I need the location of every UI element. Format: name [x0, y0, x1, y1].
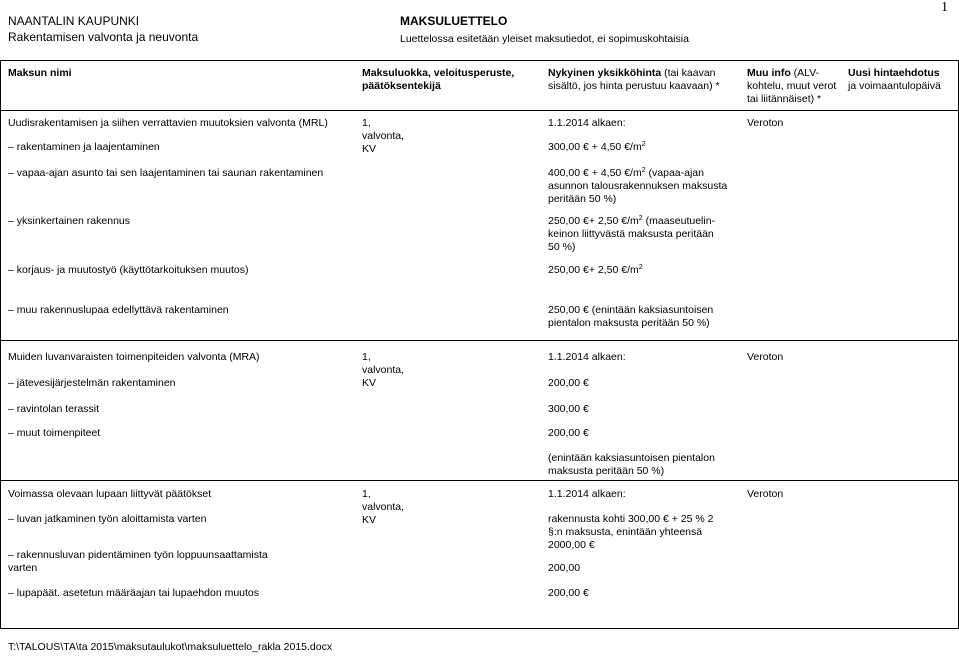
- table-top-border: [0, 60, 959, 61]
- org-name: NAANTALIN KAUPUNKI: [8, 14, 140, 28]
- price-note: (enintään kaksiasuntoisen pientalon maksusta peritään 50 %): [548, 452, 715, 477]
- section-title: Muiden luvanvaraisten toimenpiteiden valvonta (MRA): [8, 351, 260, 363]
- table-left-border: [0, 60, 1, 629]
- item-price: 200,00 €: [548, 587, 589, 599]
- row-divider-1: [0, 340, 959, 341]
- col-header-price: Nykyinen yksikköhinta (tai kaavan sisältö, jos hinta perustuu kaavaan) *: [548, 67, 720, 92]
- col-header-info: Muu info (ALV- kohtelu, muut verot tai liitännäiset) *: [747, 67, 837, 105]
- list-item: – vapaa-ajan asunto tai sen laajentaminen tai saunan rakentaminen: [8, 167, 324, 179]
- org-department: Rakentamisen valvonta ja neuvonta: [8, 30, 199, 44]
- vat-info: Veroton: [747, 117, 784, 129]
- effective-date: 1.1.2014 alkaen:: [548, 117, 626, 129]
- item-price: 250,00 € (enintään kaksiasuntoisen pientalon maksusta peritään 50 %): [548, 304, 714, 329]
- item-price: rakennusta kohti 300,00 € + 25 % 2 §:n maksusta, enintään yhteensä 2000,00 €: [548, 513, 714, 551]
- row-divider-2: [0, 480, 959, 481]
- table-bottom-border: [0, 628, 959, 629]
- vat-info: Veroton: [747, 488, 784, 500]
- list-item: – ravintolan terassit: [8, 403, 100, 415]
- item-price: 200,00 €: [548, 377, 589, 389]
- fee-class: 1, valvonta, KV: [362, 117, 405, 155]
- header-bottom-border: [0, 110, 959, 111]
- section-title: Uudisrakentamisen ja siihen verrattavien muutoksien valvonta (MRL): [8, 117, 328, 129]
- page-number: 1: [941, 0, 948, 15]
- list-item: – rakennusluvan pidentäminen työn loppuunsaattamista varten: [8, 549, 268, 574]
- fee-class: 1, valvonta, KV: [362, 351, 405, 389]
- list-item: – luvan jatkaminen työn aloittamista varten: [8, 513, 207, 525]
- item-price: 200,00 €: [548, 427, 589, 439]
- col-header-name: Maksun nimi: [8, 67, 72, 79]
- list-item: – muu rakennuslupaa edellyttävä rakentaminen: [8, 304, 229, 316]
- file-path-footer: T:\TALOUS\TA\ta 2015\maksutaulukot\maksuluettelo_rakla 2015.docx: [8, 641, 333, 653]
- item-price: 250,00 €+ 2,50 $€/m^2$ (maaseutuelin- keinon liittyvästä maksusta peritään 50 %): [548, 215, 716, 253]
- section-title: Voimassa olevaan lupaan liittyvät päätökset: [8, 488, 212, 500]
- item-price: 200,00: [548, 562, 581, 574]
- col-header-class: Maksuluokka, veloitusperuste, päätöksentekijä: [362, 67, 515, 92]
- list-item: – rakentaminen ja laajentaminen: [8, 141, 160, 153]
- effective-date: 1.1.2014 alkaen:: [548, 351, 626, 363]
- list-item: – lupapäät. asetetun määräajan tai lupaehdon muutos: [8, 587, 260, 599]
- document-title: MAKSULUETTELO: [400, 14, 508, 28]
- list-item: – yksinkertainen rakennus: [8, 215, 130, 227]
- document-subtitle: Luettelossa esitetään yleiset maksutiedot, ei sopimuskohtaisia: [400, 33, 689, 45]
- item-price: 300,00 €: [548, 403, 589, 415]
- list-item: – muut toimenpiteet: [8, 427, 101, 439]
- effective-date: 1.1.2014 alkaen:: [548, 488, 626, 500]
- item-price: 300,00 € + 4,50 $€/m^2$: [548, 141, 646, 153]
- vat-info: Veroton: [747, 351, 784, 363]
- item-price: 400,00 € + 4,50 $€/m^2$ (vapaa-ajan asunnon talousrakennuksen maksusta peritään 50 %): [548, 167, 728, 205]
- col-header-new-price: Uusi hintaehdotus ja voimaantulopäivä: [848, 67, 941, 92]
- fee-class: 1, valvonta, KV: [362, 488, 405, 526]
- list-item: – korjaus- ja muutostyö (käyttötarkoituksen muutos): [8, 264, 249, 276]
- list-item: – jätevesijärjestelmän rakentaminen: [8, 377, 176, 389]
- item-price: 250,00 €+ 2,50 $€/m^2$: [548, 264, 643, 276]
